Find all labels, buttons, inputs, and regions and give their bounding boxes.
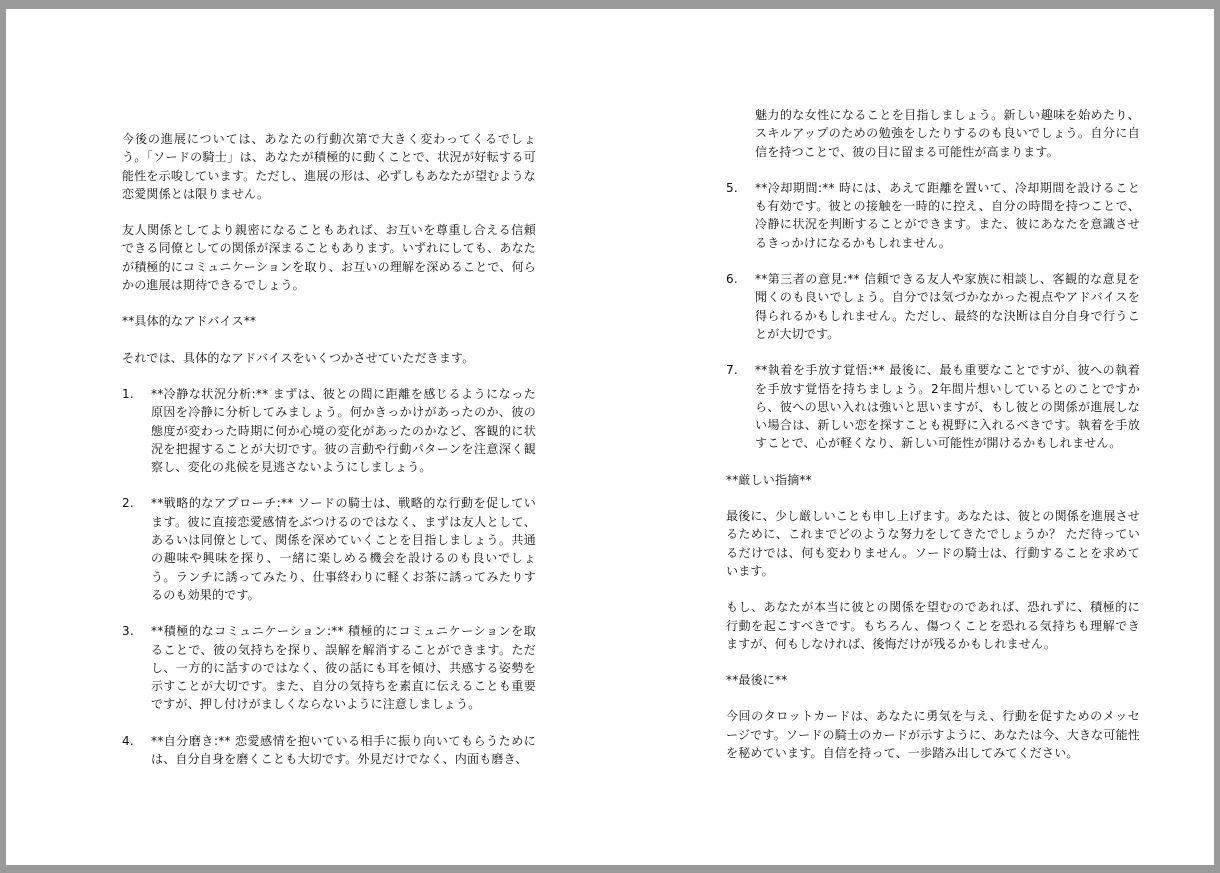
list-text: **執着を手放す覚悟:** 最後に、最も重要なことですが、彼への執着を手放す覚悟を持ちましょう。2年間片想いしているとのことですから、彼への思い入れは強いと思いますが、もし彼との関係が進展しない場合は、新しい恋を探すことも視野に入れるべきです。執着を手放すことで、心が軽くなり、新しい可能性が開けるかもしれません。 — [755, 363, 1140, 451]
paragraph-advice-intro: それでは、具体的なアドバイスをいくつかさせていただきます。 — [122, 350, 475, 365]
list-text: **第三者の意見:** 信頼できる友人や家族に相談し、客観的な意見を聞くのも良いでしょう。自分では気づかなかった視点やアドバイスを得られるかもしれません。ただし、最終的な決断は自分自身で行うことが大切です。 — [755, 272, 1140, 341]
heading-specific-advice: **具体的なアドバイス** — [122, 314, 257, 329]
heading-finally: **最後に** — [726, 673, 788, 688]
list-number: 5. — [726, 180, 738, 195]
list-item-1 — [122, 385, 536, 476]
list-item-4 — [122, 732, 536, 769]
paragraph-progress: 今後の進展については、あなたの行動次第で大きく変わってくるでしょう。「ソードの騎士」は、あなたが積極的に動くことで、状況が好転する可能性を示唆しています。ただし、進展の形は、必ずしもあなたが望むような恋愛関係とは限りません。 — [122, 132, 536, 201]
paragraph-harsh-2: もし、あなたが本当に彼との関係を望むのであれば、恐れずに、積極的に行動を起こすべきです。もちろん、傷つくことを恐れる気持ちも理解できますが、何もしなければ、後悔だけが残るかもしれません。 — [726, 600, 1140, 651]
list-item-7 — [726, 361, 1140, 452]
list-item-6 — [726, 270, 1140, 343]
list-number: 3. — [122, 624, 134, 639]
left-column — [122, 130, 536, 786]
paragraph-closing: 今回のタロットカードは、あなたに勇気を与え、行動を促すためのメッセージです。ソードの騎士のカードが示すように、あなたは今、大きな可能性を秘めています。自信を持って、一歩踏み出してみてください。 — [726, 709, 1140, 761]
list-item-5 — [726, 179, 1140, 252]
list-number: 1. — [122, 386, 134, 401]
list-item-3 — [122, 622, 536, 713]
right-column — [726, 106, 1140, 780]
list-item-4-continuation: 魅力的な女性になることを目指しましょう。新しい趣味を始めたり、スキルアップのための勉強をしたりするのも良いでしょう。自分に自信を持つことで、彼の目に留まる可能性が高まります。 — [755, 108, 1140, 159]
list-number: 6. — [726, 272, 738, 287]
paragraph-harsh-1: 最後に、少し厳しいことも申し上げます。あなたは、彼との関係を進展させるために、これまでどのような努力をしてきたでしょうか？ ただ待っているだけでは、何も変わりません。ソードの騎士は、行動することを求めています。 — [726, 509, 1140, 578]
list-number: 4. — [122, 733, 134, 748]
list-number: 2. — [122, 496, 134, 511]
list-text: **戦略的なアプローチ:** ソードの騎士は、戦略的な行動を促しています。彼に直接恋愛感情をぶつけるのではなく、まずは友人として、あるいは同僚として、関係を深めていくことを目指しましょう。共通の趣味や興味を探り、一緒に楽しめる機会を設けるのも良いでしょう。ランチに誘ってみたり、仕事終わりに軽くお茶に誘ってみたりするのも効果的です。 — [151, 496, 536, 602]
list-number: 7. — [726, 363, 738, 378]
heading-harsh-point: **厳しい指摘** — [726, 472, 812, 487]
list-text: **冷静な状況分析:** まずは、彼との間に距離を感じるようになった原因を冷静に分析してみましょう。何かきっかけがあったのか、彼の態度が変わった時期に何か心境の変化があったのかなど、客観的に状況を把握することが大切です。彼の言動や行動パターンを注意深く観察し、変化の兆候を見逃さないようにしましょう。 — [151, 386, 536, 475]
list-text: **積極的なコミュニケーション:** 積極的にコミュニケーションを取ることで、彼の気持ちを探り、誤解を解消することができます。ただし、一方的に話すのではなく、彼の話にも耳を傾け、共感する姿勢を示すことが大切です。また、自分の気持ちを素直に伝えることも重要ですが、押し付けがましくならないように注意しましょう。 — [151, 624, 536, 712]
list-text: **冷却期間:** 時には、あえて距離を置いて、冷却期間を設けることも有効です。彼との接触を一時的に控え、自分の時間を持つことで、冷静に状況を判断することができます。また、彼にあなたを意識させるきっかけになるかもしれません。 — [755, 180, 1140, 250]
list-text: **自分磨き:** 恋愛感情を抱いている相手に振り向いてもらうためには、自分自身を磨くことも大切です。外見だけでなく、内面も磨き、 — [151, 733, 536, 767]
document-page — [6, 9, 1214, 865]
list-item-2 — [122, 494, 536, 604]
paragraph-relationship: 友人関係としてより親密になることもあれば、お互いを尊重し合える信頼できる同僚としての関係が深まることもあります。いずれにしても、あなたが積極的にコミュニケーションを取り、お互いの理解を深めることで、何らかの進展は期待できるでしょう。 — [122, 223, 536, 293]
